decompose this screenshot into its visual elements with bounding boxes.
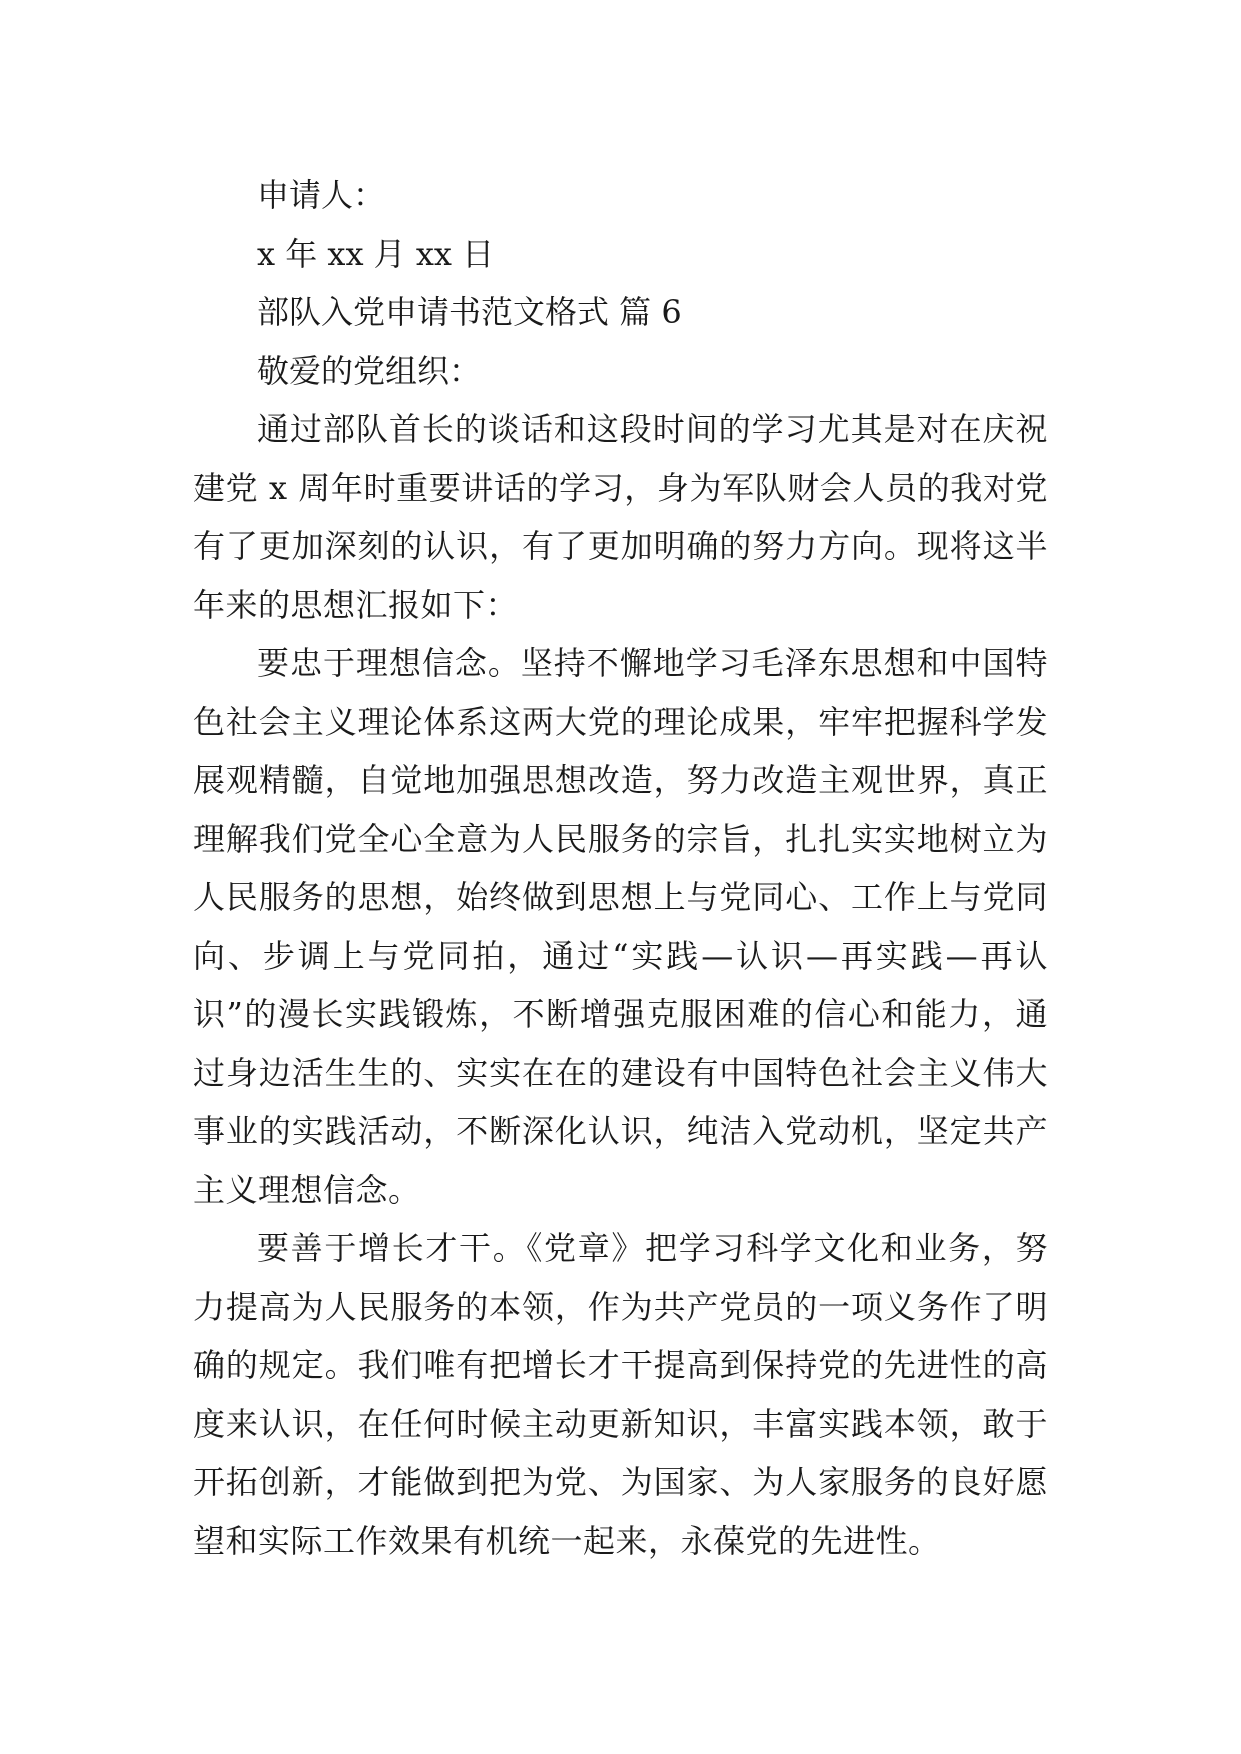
paragraph-ideals: 要忠于理想信念。坚持不懈地学习毛泽东思想和中国特色社会主义理论体系这两大党的理论成果，牢牢把握科学发展观精髓，自觉地加强思想改造，努力改造主观世界，真正理解我们党全心全意为人民服务的宗旨，扎扎实实地树立为人民服务的思想，始终做到思想上与党同心、工作上与党同向、步调上与党同拍，通过“实践—认识—再实践—再认识”的漫长实践锻炼，不断增强克服困难的信心和能力，通过身边活生生的、实实在在的建设有中国特色社会主义伟大事业的实践活动，不断深化认识，纯洁入党动机，坚定共产主义理想信念。	[193, 644, 1048, 1209]
document-body	[193, 166, 1048, 1570]
applicant-label: 申请人：	[257, 176, 386, 214]
section-heading: 部队入党申请书范文格式 篇 6	[257, 293, 682, 331]
paragraph-intro: 通过部队首长的谈话和这段时间的学习尤其是对在庆祝建党 x 周年时重要讲话的学习，身为军队财会人员的我对党有了更加深刻的认识，有了更加明确的努力方向。现将这半年来的思想汇报如下：	[193, 410, 1048, 624]
paragraph-talent: 要善于增长才干。《党章》把学习科学文化和业务，努力提高为人民服务的本领，作为共产党员的一项义务作了明确的规定。我们唯有把增长才干提高到保持党的先进性的高度来认识，在任何时候主动更新知识，丰富实践本领，敢于开拓创新，才能做到把为党、为国家、为人家服务的良好愿望和实际工作效果有机统一起来，永葆党的先进性。	[193, 1229, 1048, 1560]
date-line: x 年 xx 月 xx 日	[257, 234, 495, 273]
salutation: 敬爱的党组织：	[257, 351, 482, 390]
